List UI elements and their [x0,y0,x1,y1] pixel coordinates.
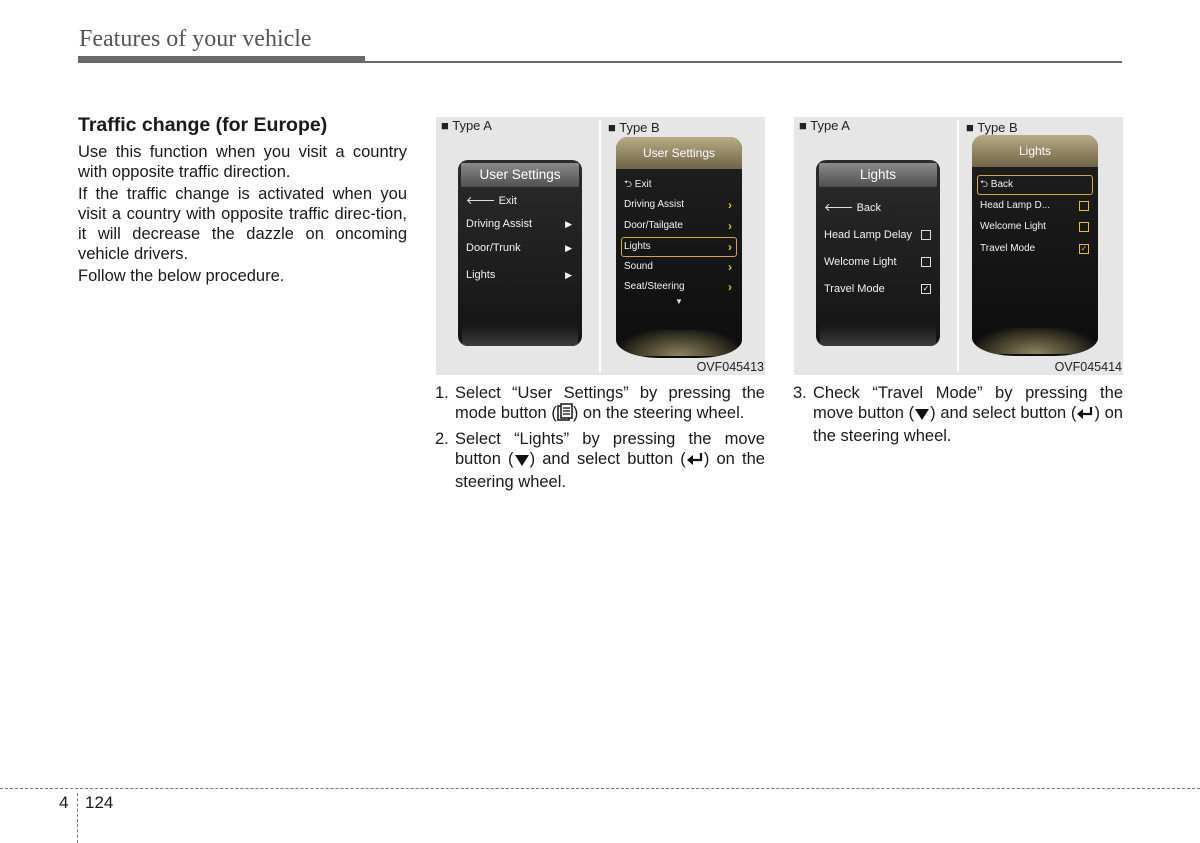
step-item: 1. Select “User Settings” by pressing the mode button ( ) on the steering wheel. [435,383,765,426]
checked-checkbox-icon: ✓ [1080,244,1088,253]
type-a-display [816,160,940,346]
checkbox-icon [1079,222,1089,232]
type-b-display [972,135,1098,356]
page-header-title: Features of your vehicle [79,26,312,52]
menu-item-back: ⮌ Back [980,179,1014,190]
type-b-label: ■ Type B [966,120,1018,135]
figure-code: OVF045413 [696,360,764,374]
step-item: 3. Check “Travel Mode” by pressing the move button ( ) and select button ( ) on the steering wheel. [793,384,1123,445]
display-title: Lights [819,163,937,187]
menu-item-door-trunk: Door/Trunk ▶ [466,242,572,254]
back-arrow-icon: 🡐 [824,202,857,214]
display-title: User Settings [616,137,742,169]
menu-item-welcome-light: Welcome Light [980,219,1092,235]
menu-item-seat-steering: Seat/Steering › [624,280,732,294]
type-b-display [616,137,742,358]
menu-item-driving-assist: Driving Assist › [624,198,732,212]
type-a-label: ■ Type A [441,118,492,133]
checkbox-icon [1079,201,1089,211]
scroll-down-icon: ▼ [675,297,683,306]
chevron-right-icon: › [728,198,732,212]
menu-item-exit: ⮌ Exit [624,179,652,190]
body-paragraph: Follow the below procedure. [78,267,285,285]
enter-return-icon [686,451,704,472]
enter-return-icon [1076,405,1094,426]
checked-checkbox-icon: ✓ [922,284,930,293]
mode-button-icon [557,403,573,426]
menu-item-back: 🡐 Back [824,202,882,214]
triangle-right-icon: ▶ [565,270,572,280]
step-list [793,383,1123,449]
menu-item-lights: Lights › [624,240,732,254]
display-title: User Settings [461,163,579,187]
menu-item-lights: Lights ▶ [466,269,572,281]
exit-arrow-icon: ⮌ [624,179,635,190]
menu-item-head-lamp-delay: Head Lamp Delay [824,227,934,243]
menu-item-door-tailgate: Door/Tailgate › [624,219,732,233]
checkbox-icon [921,257,931,267]
triangle-right-icon: ▶ [565,219,572,229]
display-glow [620,330,738,356]
chevron-right-icon: › [728,219,732,233]
page-number: 124 [85,793,114,812]
display-base [462,324,578,346]
header-rule-thick [78,56,365,63]
footer-rule [0,788,1200,789]
display-title: Lights [972,135,1098,167]
type-a-display [458,160,582,346]
type-b-label: ■ Type B [608,120,660,135]
menu-item-travel-mode: Travel Mode ✓ [980,243,1088,254]
type-a-label: ■ Type A [799,118,850,133]
menu-item-driving-assist: Driving Assist ▶ [466,218,572,230]
step-item: 2. Select “Lights” by pressing the move button ( ) and select button ( ) on the steering wheel. [435,430,765,491]
section-heading: Traffic change (for Europe) [78,114,328,136]
back-arrow-icon: 🡐 [466,195,499,207]
figure-user-settings [436,117,765,375]
display-base [820,324,936,346]
chevron-right-icon: › [728,240,732,254]
menu-item-travel-mode: Travel Mode ✓ [824,283,930,295]
chevron-right-icon: › [728,260,732,274]
chevron-right-icon: › [728,280,732,294]
body-paragraph: Use this function when you visit a country with opposite traffic direction. [78,143,407,181]
menu-item-welcome-light: Welcome Light [824,254,934,270]
down-triangle-icon [914,406,930,426]
step-list [435,383,765,495]
chapter-number: 4 [59,793,69,812]
header-rule-thin [365,61,1122,63]
footer-divider [77,793,78,843]
figure-divider [599,120,601,372]
triangle-right-icon: ▶ [565,243,572,253]
exit-arrow-icon: ⮌ [980,179,991,190]
figure-divider [957,120,959,372]
body-paragraph: If the traffic change is activated when you visit a country with opposite traffic direc-tion, it will decrease the dazzle on oncoming vehicle drivers. [78,185,407,263]
menu-item-head-lamp-delay: Head Lamp D... [980,198,1092,214]
menu-item-sound: Sound › [624,260,732,274]
down-triangle-icon [514,452,530,472]
menu-item-exit: 🡐 Exit [466,195,517,207]
display-glow [976,328,1094,354]
figure-lights [794,117,1123,375]
checkbox-icon [921,230,931,240]
figure-code: OVF045414 [1054,360,1122,374]
